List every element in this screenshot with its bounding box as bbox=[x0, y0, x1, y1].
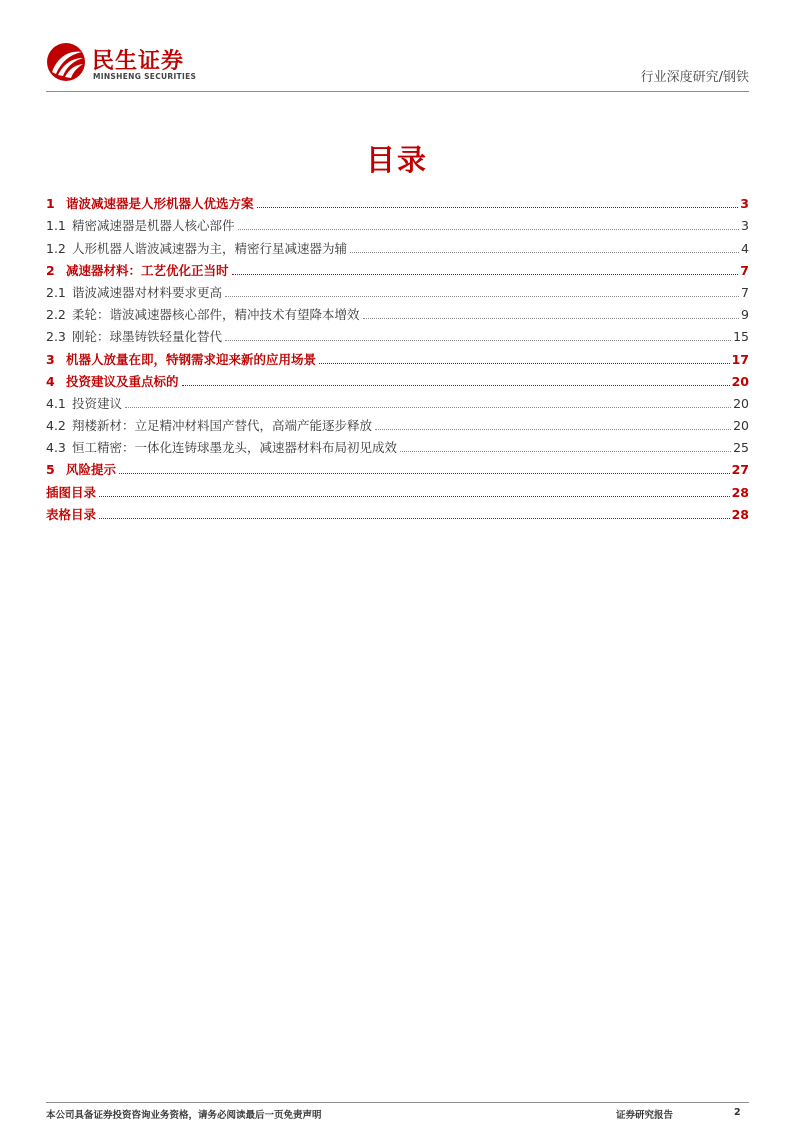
toc-entry-label bbox=[46, 440, 397, 455]
toc-entry-title: 机器人放量在即，特钢需求迎来新的应用场景 bbox=[66, 351, 317, 367]
toc-entry[interactable] bbox=[46, 211, 749, 233]
toc-dot-leader bbox=[375, 428, 731, 430]
toc-entry-page: 7 bbox=[740, 262, 749, 278]
toc-entry-page: 17 bbox=[731, 351, 749, 367]
toc-entry-page: 20 bbox=[733, 418, 749, 434]
toc-entry-number: 4 bbox=[46, 373, 55, 389]
toc-entry-page: 7 bbox=[741, 284, 749, 300]
toc-entry-label bbox=[46, 462, 116, 477]
logo-chinese-name: 民生证券 bbox=[92, 49, 185, 74]
toc-entry-page: 20 bbox=[731, 373, 749, 389]
report-type: 行业深度研究/钢铁 bbox=[640, 70, 749, 85]
toc-entry-page: 27 bbox=[731, 462, 749, 478]
toc-entry-title: 翔楼新材：立足精冲材料国产替代，高端产能逐步释放 bbox=[72, 418, 373, 434]
toc-entry-title: 投资建议及重点标的 bbox=[66, 373, 179, 389]
toc-entry-number: 3 bbox=[46, 351, 55, 367]
toc-dot-leader bbox=[99, 495, 730, 497]
footer-report-label: 证券研究报告 bbox=[616, 1110, 674, 1121]
toc-entry-number: 2.2 bbox=[46, 307, 66, 323]
toc-entry-label bbox=[46, 485, 96, 500]
toc-entry-title: 柔轮：谐波减速器核心部件，精冲技术有望降本增效 bbox=[72, 307, 360, 323]
page-header bbox=[46, 40, 749, 92]
minsheng-logo bbox=[46, 40, 246, 86]
toc-entry-title: 投资建议 bbox=[72, 395, 123, 411]
toc-entry-title: 精密减速器是机器人核心部件 bbox=[72, 218, 235, 234]
toc-dot-leader bbox=[119, 472, 730, 474]
toc-entry-title: 人形机器人谐波减速器为主，精密行星减速器为辅 bbox=[72, 240, 348, 256]
toc-entry-title: 插图目录 bbox=[46, 484, 97, 500]
toc-dot-leader bbox=[225, 339, 731, 341]
toc-entry[interactable] bbox=[46, 300, 749, 322]
toc-dot-leader bbox=[182, 384, 730, 386]
toc-entry-number: 2.1 bbox=[46, 284, 66, 300]
toc-entry-label bbox=[46, 241, 347, 256]
toc-entry-title: 表格目录 bbox=[46, 506, 97, 522]
toc-dot-leader bbox=[125, 406, 731, 408]
toc-entry-number: 2 bbox=[46, 262, 55, 278]
table-of-contents bbox=[46, 189, 749, 522]
toc-entry[interactable] bbox=[46, 477, 749, 499]
footer-disclaimer: 本公司具备证券投资咨询业务资格，请务必阅读最后一页免责声明 bbox=[46, 1110, 322, 1121]
toc-entry[interactable] bbox=[46, 367, 749, 389]
toc-entry-label bbox=[46, 396, 122, 411]
toc-dot-leader bbox=[363, 317, 740, 319]
toc-entry-label bbox=[46, 374, 179, 389]
toc-entry-page: 15 bbox=[733, 329, 749, 345]
toc-entry-title: 刚轮：球墨铸铁轻量化替代 bbox=[72, 329, 223, 345]
toc-entry[interactable] bbox=[46, 389, 749, 411]
toc-entry-label bbox=[46, 352, 316, 367]
toc-dot-leader bbox=[99, 517, 730, 519]
toc-entry[interactable] bbox=[46, 278, 749, 300]
toc-entry-number: 4.1 bbox=[46, 395, 66, 411]
toc-dot-leader bbox=[232, 273, 739, 275]
toc-entry-label bbox=[46, 507, 96, 522]
logo-english-name: MINSHENG SECURITIES bbox=[93, 72, 197, 81]
toc-entry[interactable] bbox=[46, 433, 749, 455]
toc-entry-number: 1.1 bbox=[46, 218, 66, 234]
toc-dot-leader bbox=[257, 206, 739, 208]
toc-entry-number: 1.2 bbox=[46, 240, 66, 256]
toc-entry-page: 20 bbox=[733, 395, 749, 411]
toc-title: 目录 bbox=[365, 143, 428, 177]
toc-entry-page: 3 bbox=[740, 196, 749, 212]
page-number: 2 bbox=[734, 1107, 741, 1118]
toc-entry-page: 28 bbox=[731, 484, 749, 500]
minsheng-logo-icon bbox=[46, 42, 86, 82]
toc-dot-leader bbox=[238, 228, 740, 230]
toc-entry[interactable] bbox=[46, 411, 749, 433]
toc-dot-leader bbox=[400, 450, 731, 452]
toc-entry-label bbox=[46, 218, 235, 233]
toc-entry-number: 2.3 bbox=[46, 329, 66, 345]
toc-entry-title: 恒工精密：一体化连铸球墨龙头，减速器材料布局初见成效 bbox=[72, 440, 398, 456]
toc-entry-number: 4.3 bbox=[46, 440, 66, 456]
toc-entry[interactable] bbox=[46, 233, 749, 255]
toc-entry-title: 减速器材料：工艺优化正当时 bbox=[66, 262, 229, 278]
toc-dot-leader bbox=[350, 251, 739, 253]
toc-entry[interactable] bbox=[46, 500, 749, 522]
toc-entry-page: 4 bbox=[741, 240, 749, 256]
toc-entry-title: 谐波减速器是人形机器人优选方案 bbox=[66, 196, 254, 212]
toc-dot-leader bbox=[225, 295, 739, 297]
toc-entry[interactable] bbox=[46, 322, 749, 344]
toc-entry-title: 风险提示 bbox=[66, 462, 117, 478]
header-divider bbox=[46, 91, 749, 92]
toc-entry-page: 3 bbox=[741, 218, 749, 234]
toc-entry-label bbox=[46, 285, 222, 300]
footer-divider bbox=[46, 1102, 749, 1103]
toc-entry[interactable] bbox=[46, 256, 749, 278]
toc-entry-page: 25 bbox=[733, 440, 749, 456]
toc-entry[interactable] bbox=[46, 344, 749, 366]
toc-entry-title: 谐波减速器对材料要求更高 bbox=[72, 284, 223, 300]
toc-entry-label bbox=[46, 196, 254, 211]
toc-entry-number: 4.2 bbox=[46, 418, 66, 434]
toc-entry-label bbox=[46, 263, 229, 278]
toc-entry-page: 28 bbox=[731, 506, 749, 522]
toc-entry-page: 9 bbox=[741, 307, 749, 323]
toc-entry-number: 1 bbox=[46, 196, 55, 212]
toc-dot-leader bbox=[319, 362, 730, 364]
toc-entry-label bbox=[46, 418, 372, 433]
toc-entry-label bbox=[46, 329, 222, 344]
toc-entry[interactable] bbox=[46, 455, 749, 477]
toc-entry-number: 5 bbox=[46, 462, 55, 478]
toc-entry-label bbox=[46, 307, 360, 322]
toc-entry[interactable] bbox=[46, 189, 749, 211]
